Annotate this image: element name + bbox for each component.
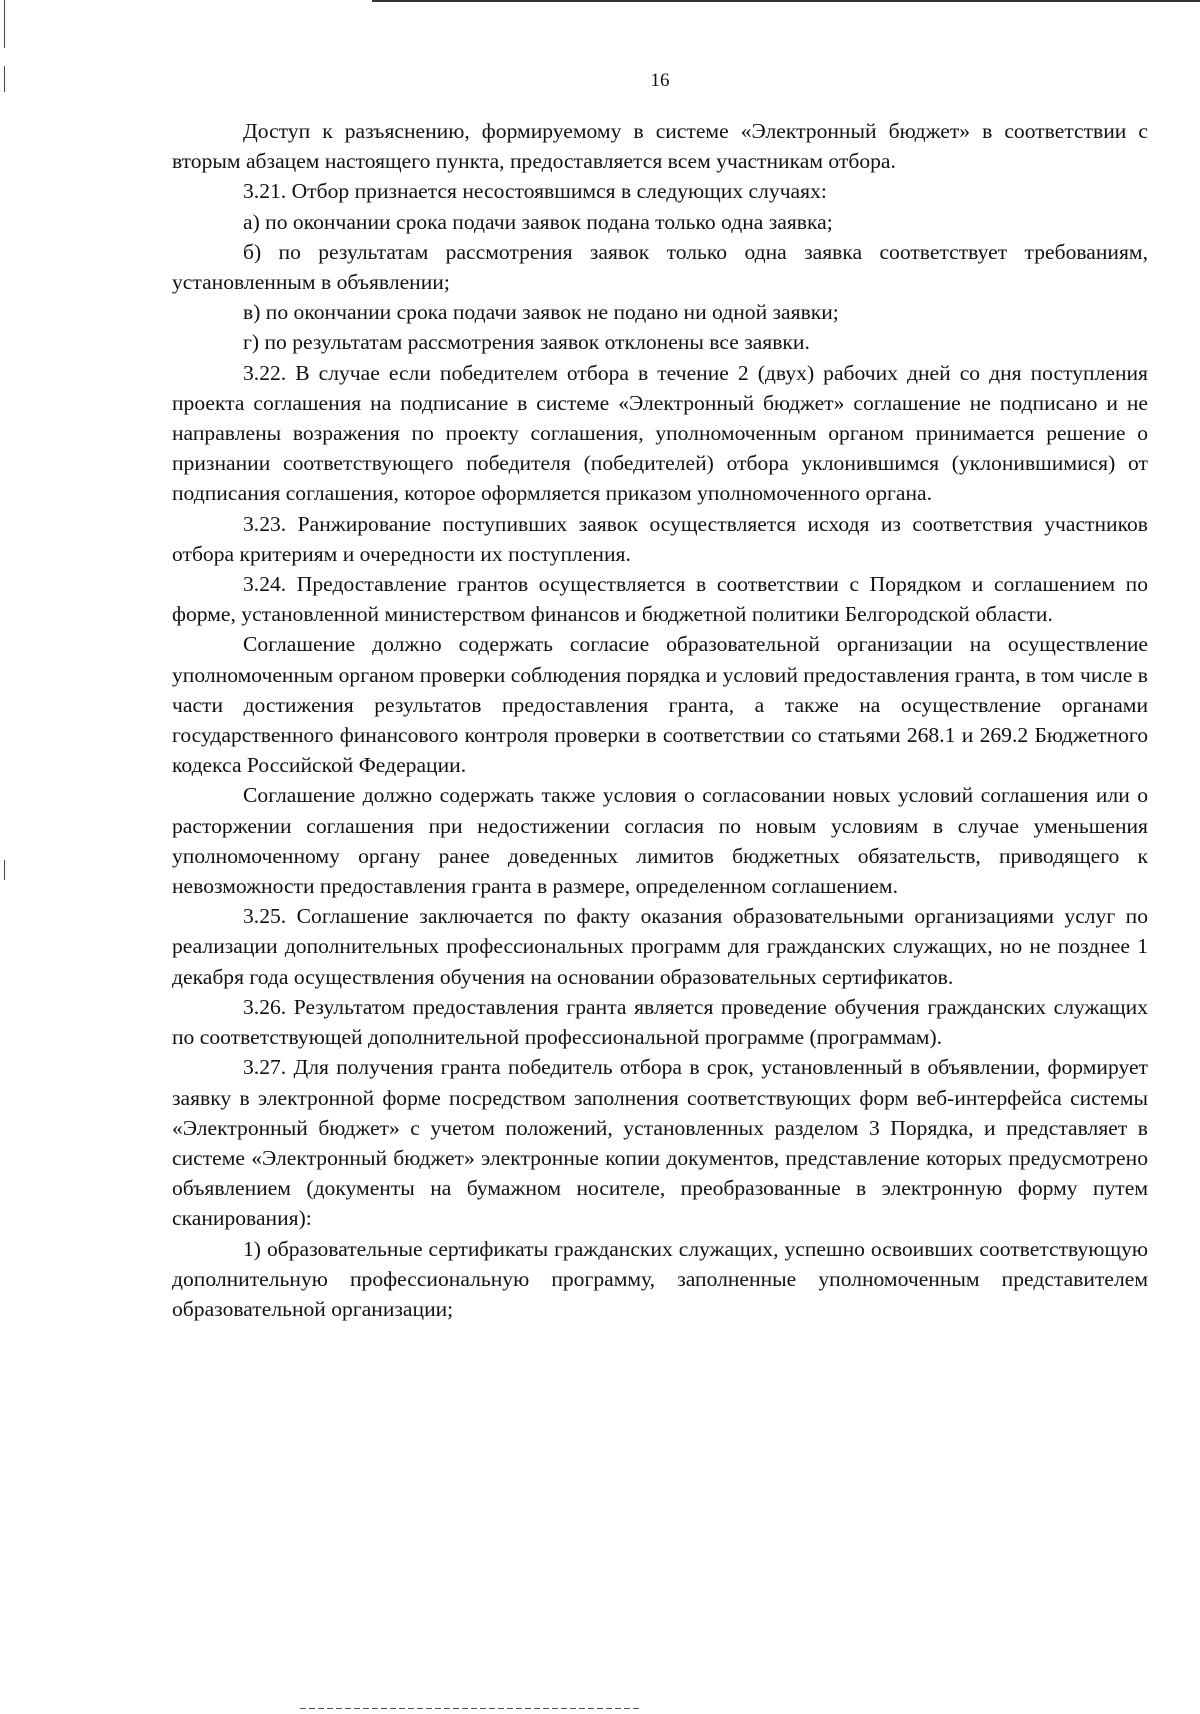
- paragraph-clarification-access: Доступ к разъяснению, формируемому в системе «Электронный бюджет» в соответствии с вторым абзацем настоящего пункта, предоставляется всем участникам отбора.: [172, 119, 1148, 174]
- paragraph-3-24: 3.24. Предоставление грантов осуществляется в соответствии с Порядком и соглашением по форме, установленной министерством финансов и бюджетной политики Белгородской области.: [172, 572, 1148, 627]
- paragraph-agreement-consent: Соглашение должно содержать согласие образовательной организации на осуществление уполномоченным органом проверки соблюдения порядка и условий предоставления гранта, в том числе в части достижения результатов предоставления гранта, а также на осуществление органами государственного финансового контроля проверки в соответствии со статьями 268.1 и 269.2 Бюджетного кодекса Российской Федерации.: [172, 632, 1148, 778]
- paragraph-3-25: 3.25. Соглашение заключается по факту оказания образовательными организациями услуг по реализации дополнительных профессиональных программ для гражданских служащих, но не позднее 1 декабря года осуществления обучения на основании образовательных сертификатов.: [172, 904, 1148, 989]
- list-item-b: б) по результатам рассмотрения заявок только одна заявка соответствует требованиям, установленным в объявлении;: [172, 239, 1148, 295]
- list-item-v: в) по окончании срока подачи заявок не подано ни одной заявки;: [243, 300, 839, 325]
- scan-edge-top: [372, 0, 1200, 2]
- scan-edge-left: [4, 0, 5, 48]
- list-item-1: 1) образовательные сертификаты гражданских служащих, успешно освоивших соответствующую дополнительную профессиональную программу, заполненные уполномоченным представителем образовательной организации;: [172, 1236, 1148, 1321]
- scan-edge-left: [4, 860, 5, 880]
- paragraph-3-26: 3.26. Результатом предоставления гранта является проведение обучения гражданских служащих по соответствующей дополнительной профессиональной программе (программам).: [172, 994, 1148, 1050]
- document-body: [172, 116, 1148, 1324]
- paragraph-agreement-conditions: Соглашение должно содержать также условия о согласовании новых условий соглашения или о расторжении соглашения при недостижении согласия по новым условиям в случае уменьшения уполномоченному органу ранее доведенных лимитов бюджетных обязательств, приводящего к невозможности предоставления гранта в размере, определенном соглашением.: [172, 783, 1148, 899]
- scan-edge-bottom: [300, 1708, 640, 1709]
- list-item-a: а) по окончании срока подачи заявок подана только одна заявка;: [243, 209, 833, 234]
- list-item-g: г) по результатам рассмотрения заявок отклонены все заявки.: [243, 330, 810, 355]
- paragraph-3-21: 3.21. Отбор признается несостоявшимся в следующих случаях:: [243, 179, 827, 204]
- page-number: 16: [650, 70, 670, 91]
- paragraph-3-27: 3.27. Для получения гранта победитель отбора в срок, установленный в объявлении, формирует заявку в электронной форме посредством заполнения соответствующих форм веб-интерфейса системы «Электронный бюджет» с учетом положений, установленных разделом 3 Порядка, и представляет в системе «Электронный бюджет» электронные копии документов, представление которых предусмотрено объявлением (документы на бумажном носителе, преобразованные в электронную форму путем сканирования):: [172, 1055, 1148, 1231]
- paragraph-3-22: 3.22. В случае если победителем отбора в течение 2 (двух) рабочих дней со дня поступления проекта соглашения на подписание в системе «Электронный бюджет» соглашение не подписано и не направлены возражения по проекту соглашения, уполномоченным органом принимается решение о признании соответствующего победителя (победителей) отбора уклонившимся (уклонившимися) от подписания соглашения, которое оформляется приказом уполномоченного органа.: [172, 360, 1148, 506]
- paragraph-3-23: 3.23. Ранжирование поступивших заявок осуществляется исходя из соответствия участников отбора критериям и очередности их поступления.: [172, 511, 1148, 566]
